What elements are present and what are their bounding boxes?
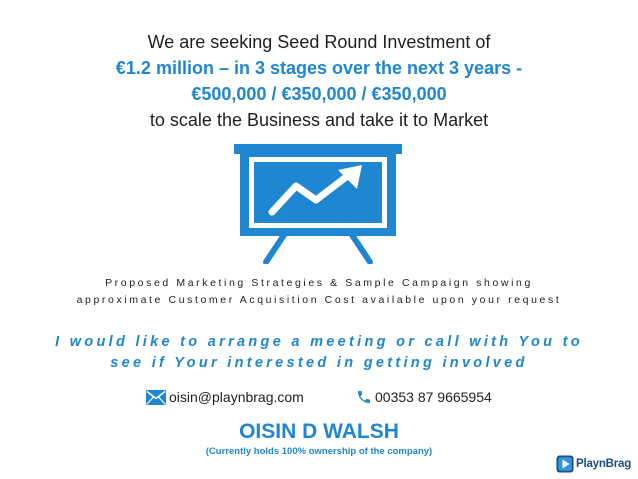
- phone-icon: [356, 388, 372, 406]
- ownership-note: (Currently holds 100% ownership of the company): [205, 446, 433, 457]
- brand-name: PlaynBrag: [576, 458, 632, 470]
- meeting-callout: I would like to arrange a meeting or call with You to see if Your interested in getting involved: [55, 334, 583, 371]
- presentation-board-growth-chart-icon: [230, 140, 406, 264]
- email-contact[interactable]: [146, 386, 304, 408]
- person-name: OISIN D WALSH: [239, 420, 399, 443]
- envelope-icon: [146, 390, 166, 405]
- phone-number[interactable]: 00353 87 9665954: [375, 389, 492, 405]
- headline-line-3: €500,000 / €350,000 / €350,000: [191, 84, 447, 104]
- email-address[interactable]: oisin@playnbrag.com: [169, 389, 304, 405]
- headline-line-2: €1.2 million – in 3 stages over the next 3 years -: [115, 58, 523, 78]
- play-button-logo-icon: [556, 455, 574, 473]
- headline-line-4: to scale the Business and take it to Market: [149, 110, 489, 130]
- phone-contact[interactable]: [356, 386, 492, 408]
- brand-logo: [556, 455, 631, 473]
- proposal-text: Proposed Marketing Strategies & Sample Campaign showing approximate Customer Acquisition Cost available upon your request: [76, 277, 562, 306]
- headline-line-1: We are seeking Seed Round Investment of: [147, 32, 491, 52]
